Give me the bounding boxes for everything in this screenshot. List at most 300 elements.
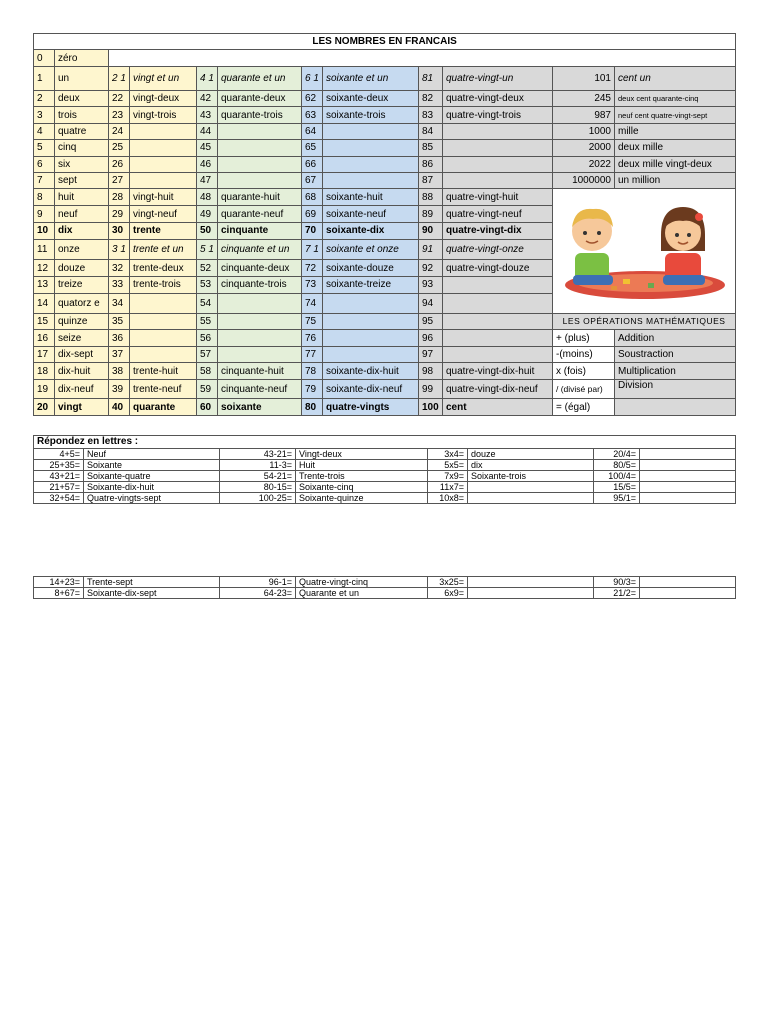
- word-cell: dix-sept: [55, 346, 109, 362]
- exercise-question: 80-15=: [220, 482, 296, 493]
- number-cell: 26: [109, 156, 130, 172]
- number-cell: 7 1: [302, 239, 323, 259]
- word-cell: [218, 330, 302, 346]
- word-cell: treize: [55, 276, 109, 293]
- word-cell: cinquante et un: [218, 239, 302, 259]
- word-cell: zéro: [55, 50, 109, 66]
- number-cell: 54: [197, 293, 218, 313]
- word-cell: dix-huit: [55, 363, 109, 379]
- number-cell: 87: [419, 172, 443, 188]
- table-row: [34, 346, 736, 362]
- word-cell: trente-trois: [130, 276, 197, 293]
- word-cell: quatre-vingts: [323, 399, 419, 416]
- number-cell: 13: [34, 276, 55, 293]
- word-cell: quinze: [55, 314, 109, 330]
- number-cell: 83: [419, 107, 443, 123]
- number-cell: 1000: [553, 123, 615, 139]
- number-cell: 99: [419, 379, 443, 399]
- word-cell: dix: [55, 223, 109, 240]
- word-cell: [130, 330, 197, 346]
- word-cell: un: [55, 66, 109, 90]
- exercise-question: 7x9=: [428, 471, 468, 482]
- answer-cell[interactable]: Trente-sept: [84, 577, 220, 588]
- word-cell: [443, 276, 553, 293]
- exercise-question: 3x4=: [428, 449, 468, 460]
- word-cell: quatre-vingt-douze: [443, 260, 553, 277]
- number-cell: 85: [419, 140, 443, 156]
- number-cell: 66: [302, 156, 323, 172]
- number-cell: 39: [109, 379, 130, 399]
- word-cell: soixante-dix: [323, 223, 419, 240]
- number-cell: 9: [34, 206, 55, 223]
- number-cell: 22: [109, 90, 130, 106]
- exercise-question: 15/5=: [594, 482, 640, 493]
- word-cell: quarante-huit: [218, 189, 302, 206]
- word-cell: deux mille vingt-deux: [615, 156, 736, 172]
- word-cell: [443, 123, 553, 139]
- exercise-question: 90/3=: [594, 577, 640, 588]
- exercise-question: 11x7=: [428, 482, 468, 493]
- number-cell: 12: [34, 260, 55, 277]
- answer-cell[interactable]: [468, 577, 594, 588]
- number-cell: 52: [197, 260, 218, 277]
- word-cell: [443, 172, 553, 188]
- operator-cell: = (égal): [553, 399, 615, 416]
- table-row: [34, 379, 736, 399]
- numbers-table: [33, 33, 736, 416]
- number-cell: 68: [302, 189, 323, 206]
- answer-cell[interactable]: dix: [468, 460, 594, 471]
- word-cell: dix-neuf: [55, 379, 109, 399]
- word-cell: cinquante-deux: [218, 260, 302, 277]
- operation-name: Addition: [615, 330, 736, 346]
- word-cell: soixante-dix-huit: [323, 363, 419, 379]
- word-cell: vingt-neuf: [130, 206, 197, 223]
- operator-cell: x (fois): [553, 363, 615, 379]
- word-cell: soixante-neuf: [323, 206, 419, 223]
- table-row: [34, 399, 736, 416]
- word-cell: cent: [443, 399, 553, 416]
- answer-cell[interactable]: Soixante: [84, 460, 220, 471]
- operation-name: Division: [615, 379, 736, 399]
- number-cell: 4: [34, 123, 55, 139]
- number-cell: 60: [197, 399, 218, 416]
- word-cell: cent un: [615, 66, 736, 90]
- exercise-question: 80/5=: [594, 460, 640, 471]
- exercise-question: 21+57=: [34, 482, 84, 493]
- number-cell: 86: [419, 156, 443, 172]
- word-cell: [218, 172, 302, 188]
- number-cell: 74: [302, 293, 323, 313]
- word-cell: seize: [55, 330, 109, 346]
- word-cell: quarante: [130, 399, 197, 416]
- word-cell: vingt-deux: [130, 90, 197, 106]
- number-cell: 0: [34, 50, 55, 66]
- number-cell: 40: [109, 399, 130, 416]
- word-cell: deux: [55, 90, 109, 106]
- number-cell: 53: [197, 276, 218, 293]
- number-cell: 20: [34, 399, 55, 416]
- number-cell: 245: [553, 90, 615, 106]
- word-cell: [323, 172, 419, 188]
- illustration-cell: [553, 189, 736, 314]
- exercise-header: Répondez en lettres :: [34, 436, 736, 449]
- word-cell: [218, 156, 302, 172]
- number-cell: 8: [34, 189, 55, 206]
- number-cell: 98: [419, 363, 443, 379]
- word-cell: [218, 123, 302, 139]
- number-cell: 45: [197, 140, 218, 156]
- word-cell: soixante-treize: [323, 276, 419, 293]
- exercise-question: 25+35=: [34, 460, 84, 471]
- word-cell: [443, 330, 553, 346]
- word-cell: quarante-neuf: [218, 206, 302, 223]
- number-cell: 2022: [553, 156, 615, 172]
- word-cell: [130, 140, 197, 156]
- number-cell: 34: [109, 293, 130, 313]
- word-cell: trente-neuf: [130, 379, 197, 399]
- word-cell: [218, 346, 302, 362]
- number-cell: 96: [419, 330, 443, 346]
- number-cell: 23: [109, 107, 130, 123]
- empty-cell: [109, 50, 736, 66]
- exercise-question: 3x25=: [428, 577, 468, 588]
- word-cell: quatre-vingt-dix-neuf: [443, 379, 553, 399]
- answer-cell[interactable]: Soixante-quinze: [296, 493, 428, 504]
- number-cell: 42: [197, 90, 218, 106]
- number-cell: 84: [419, 123, 443, 139]
- exercise-question: 5x5=: [428, 460, 468, 471]
- word-cell: deux mille: [615, 140, 736, 156]
- number-cell: 38: [109, 363, 130, 379]
- number-cell: 90: [419, 223, 443, 240]
- answer-cell[interactable]: [640, 577, 736, 588]
- page-title: LES NOMBRES EN FRANCAIS: [34, 34, 736, 50]
- answer-cell[interactable]: Quarante et un: [296, 588, 428, 599]
- number-cell: 91: [419, 239, 443, 259]
- number-cell: 75: [302, 314, 323, 330]
- number-cell: 92: [419, 260, 443, 277]
- number-cell: 72: [302, 260, 323, 277]
- exercise-row: [34, 460, 736, 471]
- answer-cell[interactable]: douze: [468, 449, 594, 460]
- number-cell: 30: [109, 223, 130, 240]
- word-cell: [130, 346, 197, 362]
- answer-cell[interactable]: [468, 493, 594, 504]
- number-cell: 63: [302, 107, 323, 123]
- word-cell: [443, 346, 553, 362]
- word-cell: trente-deux: [130, 260, 197, 277]
- word-cell: trente-huit: [130, 363, 197, 379]
- number-cell: 81: [419, 66, 443, 90]
- number-cell: 6 1: [302, 66, 323, 90]
- word-cell: soixante-douze: [323, 260, 419, 277]
- word-cell: [130, 314, 197, 330]
- word-cell: [130, 123, 197, 139]
- number-cell: 70: [302, 223, 323, 240]
- word-cell: [130, 293, 197, 313]
- number-cell: 16: [34, 330, 55, 346]
- answer-cell[interactable]: [640, 482, 736, 493]
- answer-cell[interactable]: Soixante-cinq: [296, 482, 428, 493]
- number-cell: 36: [109, 330, 130, 346]
- exercise-question: 100/4=: [594, 471, 640, 482]
- answer-cell[interactable]: [640, 471, 736, 482]
- number-cell: 2 1: [109, 66, 130, 90]
- word-cell: [130, 156, 197, 172]
- exercise-table: [33, 435, 736, 504]
- exercise-question: 95/1=: [594, 493, 640, 504]
- number-cell: 28: [109, 189, 130, 206]
- word-cell: trois: [55, 107, 109, 123]
- word-cell: [218, 140, 302, 156]
- word-cell: vingt: [55, 399, 109, 416]
- word-cell: neuf cent quatre-vingt-sept: [615, 107, 736, 123]
- number-cell: 58: [197, 363, 218, 379]
- number-cell: 88: [419, 189, 443, 206]
- exercise-row: [34, 449, 736, 460]
- exercise-row: [34, 471, 736, 482]
- table-row: [34, 156, 736, 172]
- word-cell: [323, 140, 419, 156]
- word-cell: [443, 314, 553, 330]
- word-cell: quatre-vingt-trois: [443, 107, 553, 123]
- operation-name: Multiplication: [615, 363, 736, 379]
- exercise-table-2: [33, 576, 736, 599]
- answer-cell[interactable]: Quatre-vingt-cinq: [296, 577, 428, 588]
- number-cell: 14: [34, 293, 55, 313]
- exercise-question: 4+5=: [34, 449, 84, 460]
- number-cell: 82: [419, 90, 443, 106]
- answer-cell[interactable]: Neuf: [84, 449, 220, 460]
- number-cell: 24: [109, 123, 130, 139]
- number-cell: 3: [34, 107, 55, 123]
- word-cell: mille: [615, 123, 736, 139]
- number-cell: 7: [34, 172, 55, 188]
- number-cell: 29: [109, 206, 130, 223]
- exercise-question: 32+54=: [34, 493, 84, 504]
- answer-cell[interactable]: Soixante-dix-huit: [84, 482, 220, 493]
- word-cell: quatorz e: [55, 293, 109, 313]
- word-cell: quarante-deux: [218, 90, 302, 106]
- number-cell: 77: [302, 346, 323, 362]
- table-row: [34, 314, 736, 330]
- answer-cell[interactable]: Trente-trois: [296, 471, 428, 482]
- word-cell: quatre-vingt-huit: [443, 189, 553, 206]
- word-cell: [443, 293, 553, 313]
- exercise-row: [34, 577, 736, 588]
- operations-title: LES OPÉRATIONS MATHÉMATIQUES: [553, 314, 736, 330]
- answer-cell[interactable]: [640, 460, 736, 471]
- word-cell: soixante et un: [323, 66, 419, 90]
- number-cell: 76: [302, 330, 323, 346]
- number-cell: 1000000: [553, 172, 615, 188]
- number-cell: 56: [197, 330, 218, 346]
- word-cell: [323, 346, 419, 362]
- number-cell: 37: [109, 346, 130, 362]
- word-cell: soixante-deux: [323, 90, 419, 106]
- number-cell: 10: [34, 223, 55, 240]
- exercise-question: 54-21=: [220, 471, 296, 482]
- word-cell: huit: [55, 189, 109, 206]
- table-row: [34, 66, 736, 90]
- exercise-question: 8+67=: [34, 588, 84, 599]
- number-cell: 95: [419, 314, 443, 330]
- number-cell: 25: [109, 140, 130, 156]
- word-cell: cinq: [55, 140, 109, 156]
- word-cell: douze: [55, 260, 109, 277]
- word-cell: vingt et un: [130, 66, 197, 90]
- number-cell: 2000: [553, 140, 615, 156]
- number-cell: 94: [419, 293, 443, 313]
- word-cell: [218, 293, 302, 313]
- number-cell: 48: [197, 189, 218, 206]
- number-cell: 89: [419, 206, 443, 223]
- number-cell: 19: [34, 379, 55, 399]
- exercise-question: 64-23=: [220, 588, 296, 599]
- answer-cell[interactable]: [468, 588, 594, 599]
- answer-cell[interactable]: [468, 482, 594, 493]
- operator-cell: -(moins): [553, 346, 615, 362]
- word-cell: [323, 293, 419, 313]
- number-cell: 35: [109, 314, 130, 330]
- answer-cell[interactable]: Soixante-trois: [468, 471, 594, 482]
- word-cell: quatre-vingt-dix: [443, 223, 553, 240]
- number-cell: 49: [197, 206, 218, 223]
- exercise-question: 20/4=: [594, 449, 640, 460]
- operator-cell: + (plus): [553, 330, 615, 346]
- table-row: [34, 107, 736, 123]
- answer-cell[interactable]: Vingt-deux: [296, 449, 428, 460]
- number-cell: 55: [197, 314, 218, 330]
- answer-cell[interactable]: Huit: [296, 460, 428, 471]
- answer-cell[interactable]: [640, 493, 736, 504]
- word-cell: [323, 156, 419, 172]
- word-cell: six: [55, 156, 109, 172]
- table-row: [34, 90, 736, 106]
- number-cell: 64: [302, 123, 323, 139]
- word-cell: vingt-huit: [130, 189, 197, 206]
- table-row: [34, 140, 736, 156]
- number-cell: 93: [419, 276, 443, 293]
- word-cell: soixante: [218, 399, 302, 416]
- exercise-question: 96-1=: [220, 577, 296, 588]
- exercise-question: 43+21=: [34, 471, 84, 482]
- number-cell: 100: [419, 399, 443, 416]
- answer-cell[interactable]: Quatre-vingts-sept: [84, 493, 220, 504]
- number-cell: 73: [302, 276, 323, 293]
- answer-cell[interactable]: Soixante-quatre: [84, 471, 220, 482]
- number-cell: 62: [302, 90, 323, 106]
- word-cell: sept: [55, 172, 109, 188]
- word-cell: trente: [130, 223, 197, 240]
- number-cell: 46: [197, 156, 218, 172]
- word-cell: [323, 330, 419, 346]
- number-cell: 65: [302, 140, 323, 156]
- exercise-question: 10x8=: [428, 493, 468, 504]
- answer-cell[interactable]: [640, 449, 736, 460]
- exercise-row: [34, 493, 736, 504]
- number-cell: 78: [302, 363, 323, 379]
- answer-cell[interactable]: [640, 588, 736, 599]
- word-cell: soixante-huit: [323, 189, 419, 206]
- number-cell: 69: [302, 206, 323, 223]
- kids-playing-illustration: [553, 195, 736, 305]
- word-cell: cinquante: [218, 223, 302, 240]
- table-row: [34, 123, 736, 139]
- number-cell: 101: [553, 66, 615, 90]
- word-cell: cinquante-trois: [218, 276, 302, 293]
- word-cell: soixante-dix-neuf: [323, 379, 419, 399]
- number-cell: 32: [109, 260, 130, 277]
- word-cell: cinquante-huit: [218, 363, 302, 379]
- word-cell: [130, 172, 197, 188]
- word-cell: [323, 123, 419, 139]
- number-cell: 97: [419, 346, 443, 362]
- number-cell: 11: [34, 239, 55, 259]
- word-cell: [443, 156, 553, 172]
- exercise-question: 21/2=: [594, 588, 640, 599]
- exercise-question: 11-3=: [220, 460, 296, 471]
- word-cell: quatre-vingt-un: [443, 66, 553, 90]
- exercise-question: 100-25=: [220, 493, 296, 504]
- table-row: [34, 189, 736, 206]
- word-cell: quatre-vingt-deux: [443, 90, 553, 106]
- number-cell: 80: [302, 399, 323, 416]
- word-cell: [323, 314, 419, 330]
- number-cell: 79: [302, 379, 323, 399]
- number-cell: 3 1: [109, 239, 130, 259]
- exercise-question: 6x9=: [428, 588, 468, 599]
- number-cell: 33: [109, 276, 130, 293]
- word-cell: quatre-vingt-dix-huit: [443, 363, 553, 379]
- word-cell: soixante-trois: [323, 107, 419, 123]
- number-cell: 17: [34, 346, 55, 362]
- number-cell: 44: [197, 123, 218, 139]
- number-cell: 27: [109, 172, 130, 188]
- table-row: [34, 363, 736, 379]
- table-row: [34, 172, 736, 188]
- operation-name: [615, 399, 736, 416]
- word-cell: quatre-vingt-onze: [443, 239, 553, 259]
- word-cell: cinquante-neuf: [218, 379, 302, 399]
- number-cell: 6: [34, 156, 55, 172]
- exercise-question: 43-21=: [220, 449, 296, 460]
- word-cell: quarante et un: [218, 66, 302, 90]
- number-cell: 987: [553, 107, 615, 123]
- word-cell: deux cent quarante-cinq: [615, 90, 736, 106]
- operation-name: Soustraction: [615, 346, 736, 362]
- word-cell: [443, 140, 553, 156]
- answer-cell[interactable]: Soixante-dix-sept: [84, 588, 220, 599]
- word-cell: un million: [615, 172, 736, 188]
- word-cell: trente et un: [130, 239, 197, 259]
- number-cell: 5: [34, 140, 55, 156]
- number-cell: 1: [34, 66, 55, 90]
- number-cell: 15: [34, 314, 55, 330]
- exercise-row: [34, 588, 736, 599]
- number-cell: 47: [197, 172, 218, 188]
- word-cell: [218, 314, 302, 330]
- number-cell: 59: [197, 379, 218, 399]
- number-cell: 57: [197, 346, 218, 362]
- number-cell: 5 1: [197, 239, 218, 259]
- number-cell: 2: [34, 90, 55, 106]
- word-cell: vingt-trois: [130, 107, 197, 123]
- word-cell: quatre-vingt-neuf: [443, 206, 553, 223]
- exercise-row: [34, 482, 736, 493]
- word-cell: neuf: [55, 206, 109, 223]
